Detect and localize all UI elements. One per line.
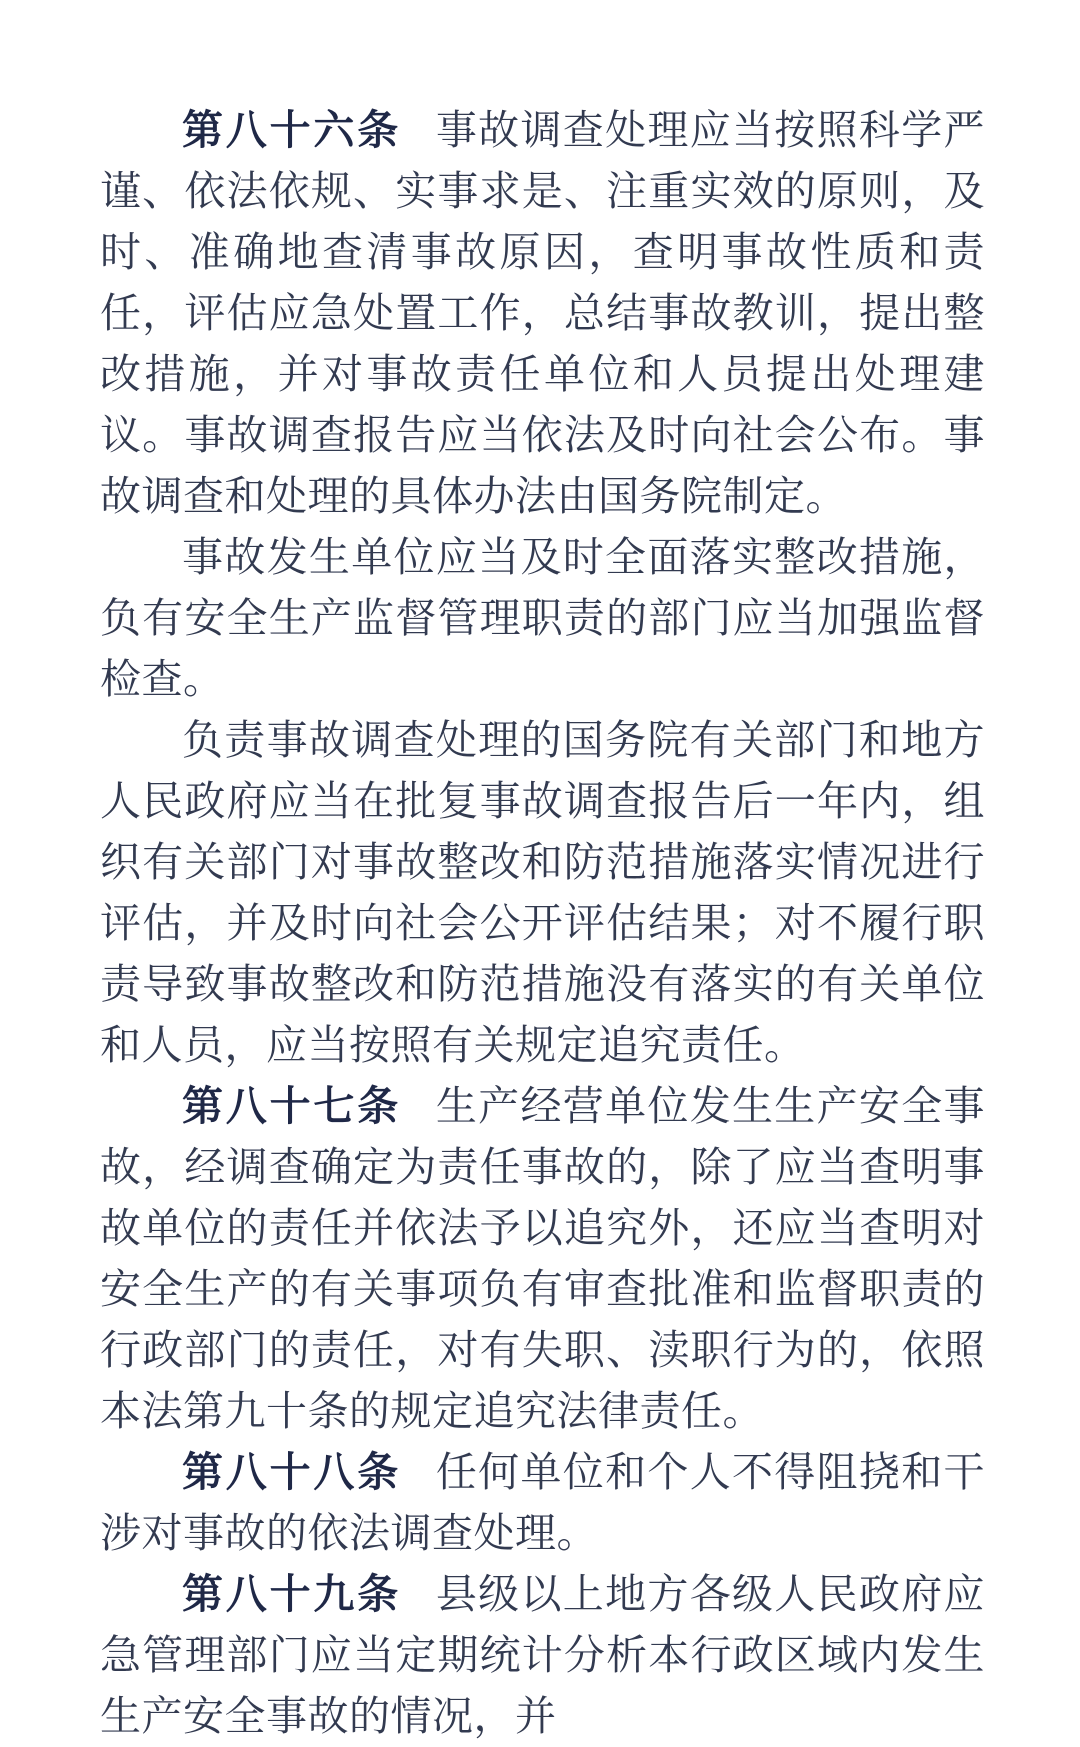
law-paragraph: [100, 710, 985, 1076]
article-number: 第八十八条: [182, 1449, 402, 1495]
law-paragraph: [100, 1564, 985, 1747]
law-paragraph: [100, 1442, 985, 1564]
law-paragraph: [100, 100, 985, 527]
article-text: 任何单位和个人不得阻挠和干涉对事故的依法调查处理。: [100, 1449, 986, 1556]
article-text: 事故发生单位应当及时全面落实整改措施，负有安全生产监督管理职责的部门应当加强监督检查。: [100, 534, 985, 702]
law-paragraph: [100, 1076, 985, 1442]
article-number: 第八十七条: [182, 1083, 402, 1129]
article-number: 第八十六条: [182, 107, 402, 153]
article-text: 县级以上地方各级人民政府应急管理部门应当定期统计分析本行政区域内发生生产安全事故的情况，并: [100, 1571, 986, 1739]
law-paragraph: [100, 527, 985, 710]
article-text: 生产经营单位发生生产安全事故，经调查确定为责任事故的，除了应当查明事故单位的责任并依法予以追究外，还应当查明对安全生产的有关事项负有审查批准和监督职责的行政部门的责任，对有失职、渎职行为的，依照本法第九十条的规定追究法律责任。: [100, 1083, 986, 1434]
article-number: 第八十九条: [182, 1571, 402, 1617]
article-text: 负责事故调查处理的国务院有关部门和地方人民政府应当在批复事故调查报告后一年内，组织有关部门对事故整改和防范措施落实情况进行评估，并及时向社会公开评估结果；对不履行职责导致事故整改和防范措施没有落实的有关单位和人员，应当按照有关规定追究责任。: [100, 717, 985, 1068]
article-text: 事故调查处理应当按照科学严谨、依法依规、实事求是、注重实效的原则，及时、准确地查清事故原因，查明事故性质和责任，评估应急处置工作，总结事故教训，提出整改措施，并对事故责任单位和人员提出处理建议。事故调查报告应当依法及时向社会公布。事故调查和处理的具体办法由国务院制定。: [100, 107, 986, 519]
